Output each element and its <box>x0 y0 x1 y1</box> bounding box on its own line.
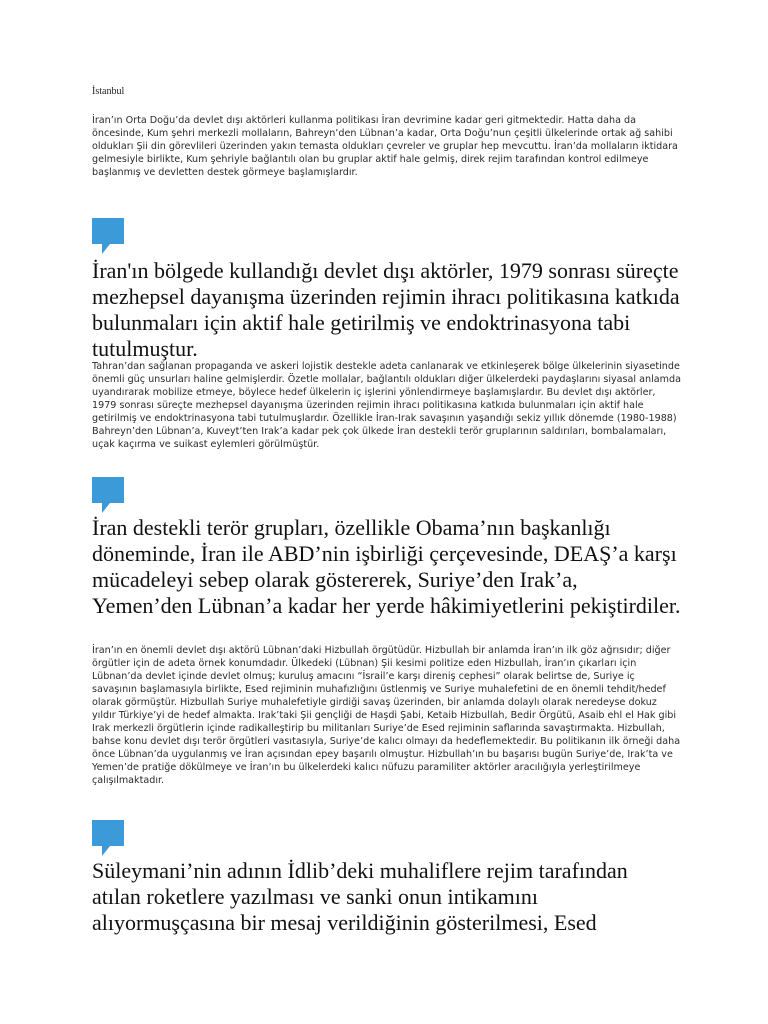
intro-paragraph: İran’ın Orta Doğu’da devlet dışı aktörleri kullanma politikası İran devrimine kadar geri gitmektedir. Hatta daha da öncesinde, Kum şehri merkezli mollaların, Bahreyn’den Lübnan’a kadar, Orta Doğu’nun çeşitli ülkelerinde ortak ağ sahibi oldukları Şii din görevlileri üzerinden yakın temasta oldukları çevreler ve gruplar hep mevcuttu. İran’da mollaların iktidara gelmesiyle birlikte, Kum şehriyle bağlantılı olan bu gruplar aktif hale gelmiş, direk rejim tarafından kontrol edilmeye başlanmış ve devletten destek görmeye başlamışlardır. <box>92 115 678 178</box>
dateline-city: İstanbul <box>92 86 125 97</box>
speech-bubble-icon <box>92 820 124 856</box>
pull-quote-2: İran destekli terör grupları, özellikle Obama’nın başkanlığı döneminde, İran ile ABD’nin işbirliği çerçevesinde, DEAŞ’a karşı mücadeleyi sebep olarak göstererek, Suriye’den Irak’a, Yemen’den Lübnan’a kadar her yerde hâkimiyetlerini pekiştirdiler. <box>92 515 681 618</box>
body-paragraph-3: İran’ın en önemli devlet dışı aktörü Lübnan’daki Hizbullah örgütüdür. Hizbullah bir anlamda İran’ın ilk göz ağrısıdır; diğer örgütler için de adeta örnek konumdadır. Ülkedeki (Lübnan) Şii kesimi politize eden Hizbullah, İran’ın çıkarları için Lübnan’da devlet içinde devlet olmuş; kuruluş amacını “İsrail’e karşı direniş cephesi” olarak belirtse de, Suriye iç savaşının başlamasıyla birlikte, Esed rejiminin muhafızlığını üstlenmiş ve Suriye muhalefetini de en önemli tehdit/hedef olarak görmüştür. Hizbullah Suriye muhalefetiyle girdiği savaş üzerinden, bir anlamda dolaylı olarak neredeyse dokuz yıldır Türkiye’yi de hedef almakta. Irak’taki Şii gençliği de Haşdi Şabi, Ketaib Hizbullah, Bedir Örgütü, Asaib ehl el Hak gibi Irak merkezli örgütlerin içinde radikalleştirip bu militanları Suriye’de Esed rejiminin saflarında savaştırmakta. Hizbullah, bahse konu devlet dışı terör örgütleri vasıtasıyla, Suriye’de kalıcı olmayı da hedeflemektedir. Bu politikanın ilk örneği daha önce Lübnan’da uygulanmış ve İran açısından epey başarılı olmuştur. Hizbullah’ın bu başarısı bugün Suriye’de, Irak’ta ve Yemen’de pratiğe dökülmeye ve İran’ın bu ülkelerdeki kalıcı nüfuzu paramiliter aktörler aracılığıyla yerleştirilmeye çalışılmaktadır. <box>92 645 681 786</box>
speech-bubble-icon <box>92 218 124 254</box>
body-paragraph-2: Tahran’dan sağlanan propaganda ve askeri lojistik destekle adeta canlanarak ve etkinleşerek bölge ülkelerinin siyasetinde önemli güç unsurları haline gelmişlerdir. Özetle mollalar, bağlantılı oldukları diğer ülkelerdeki paydaşlarını siyasal anlamda uyandırarak mobilize etmeye, böylece hedef ülkelerin iç işlerini yönlendirmeye başlamışlardır. Bu devlet dışı aktörler, 1979 sonrası süreçte mezhepsel dayanışma üzerinden rejimin ihracı politikasına katkıda bulunmaları için aktif hale getirilmiş ve endoktrinasyona tabi tutulmuşlardır. Özellikle İran-Irak savaşının yaşandığı sekiz yıllık dönemde (1980-1988) Bahreyn’den Lübnan’a, Kuveyt’ten Irak’a kadar pek çok ülkede İran destekli terör gruplarının saldırıları, bombalamaları, uçak kaçırma ve suikast eylemleri görülmüştür. <box>92 361 681 450</box>
pull-quote-1: İran'ın bölgede kullandığı devlet dışı aktörler, 1979 sonrası süreçte mezhepsel dayanışma üzerinden rejimin ihracı politikasına katkıda bulunmaları için aktif hale getirilmiş ve endoktrinasyona tabi tutulmuştur. <box>92 258 680 361</box>
speech-bubble-icon <box>92 477 124 513</box>
pull-quote-3: Süleymani’nin adının İdlib’deki muhaliflere rejim tarafından atılan roketlere yazılması ve sanki onun intikamını alıyormuşçasına bir mesaj verildiğinin gösterilmesi, Esed <box>92 858 628 935</box>
